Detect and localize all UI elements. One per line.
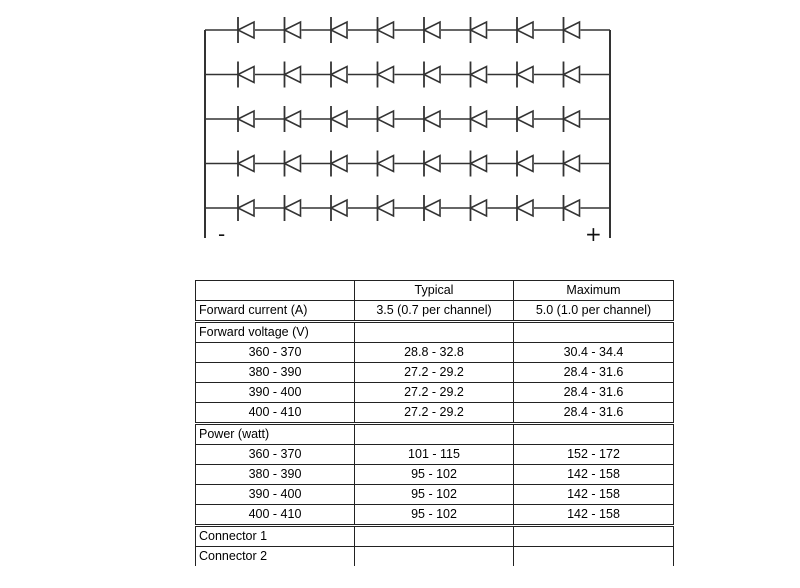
positive-terminal-label: + (585, 222, 602, 246)
row-label-cell: 360 - 370 (196, 343, 355, 363)
maximum-value-cell: 142 - 158 (514, 465, 674, 485)
typical-value-cell (355, 547, 514, 567)
typical-value-cell: 27.2 - 29.2 (355, 403, 514, 424)
row-label-cell: Forward voltage (V) (196, 322, 355, 343)
row-label-cell: Connector 1 (196, 526, 355, 547)
row-label-cell: Power (watt) (196, 424, 355, 445)
row-label-cell: 400 - 410 (196, 505, 355, 526)
maximum-value-cell (514, 547, 674, 567)
maximum-value-cell: 152 - 172 (514, 445, 674, 465)
typical-value-cell: 27.2 - 29.2 (355, 363, 514, 383)
table-row (196, 343, 674, 363)
table-row (196, 301, 674, 322)
typical-value-cell (355, 322, 514, 343)
row-label-cell: 380 - 390 (196, 465, 355, 485)
typical-value-cell: 95 - 102 (355, 485, 514, 505)
negative-terminal-label: - (218, 222, 226, 246)
header-cell-maximum: Maximum (514, 281, 674, 301)
row-label-cell: 360 - 370 (196, 445, 355, 465)
header-cell-typical: Typical (355, 281, 514, 301)
table-row (196, 363, 674, 383)
typical-value-cell (355, 424, 514, 445)
row-label-cell: 390 - 400 (196, 485, 355, 505)
table-header-row (196, 281, 674, 301)
row-label-cell: 400 - 410 (196, 403, 355, 424)
maximum-value-cell (514, 322, 674, 343)
row-label-cell: Connector 2 (196, 547, 355, 567)
table-row (196, 465, 674, 485)
table-row (196, 505, 674, 526)
table-row (196, 424, 674, 445)
typical-value-cell: 101 - 115 (355, 445, 514, 465)
led-spec-table (195, 280, 674, 566)
table-row (196, 322, 674, 343)
typical-value-cell: 95 - 102 (355, 505, 514, 526)
row-label-cell: 380 - 390 (196, 363, 355, 383)
maximum-value-cell: 142 - 158 (514, 485, 674, 505)
typical-value-cell: 27.2 - 29.2 (355, 383, 514, 403)
maximum-value-cell (514, 424, 674, 445)
table-row (196, 445, 674, 465)
row-label-cell: Forward current (A) (196, 301, 355, 322)
led-array-schematic (0, 0, 800, 250)
table-row (196, 547, 674, 567)
table-row (196, 485, 674, 505)
header-cell-label (196, 281, 355, 301)
table-row (196, 403, 674, 424)
typical-value-cell (355, 526, 514, 547)
row-label-cell: 390 - 400 (196, 383, 355, 403)
typical-value-cell: 28.8 - 32.8 (355, 343, 514, 363)
table-row (196, 526, 674, 547)
maximum-value-cell: 5.0 (1.0 per channel) (514, 301, 674, 322)
maximum-value-cell: 30.4 - 34.4 (514, 343, 674, 363)
maximum-value-cell: 28.4 - 31.6 (514, 383, 674, 403)
maximum-value-cell: 28.4 - 31.6 (514, 363, 674, 383)
table-row (196, 383, 674, 403)
maximum-value-cell: 28.4 - 31.6 (514, 403, 674, 424)
maximum-value-cell (514, 526, 674, 547)
typical-value-cell: 95 - 102 (355, 465, 514, 485)
typical-value-cell: 3.5 (0.7 per channel) (355, 301, 514, 322)
maximum-value-cell: 142 - 158 (514, 505, 674, 526)
